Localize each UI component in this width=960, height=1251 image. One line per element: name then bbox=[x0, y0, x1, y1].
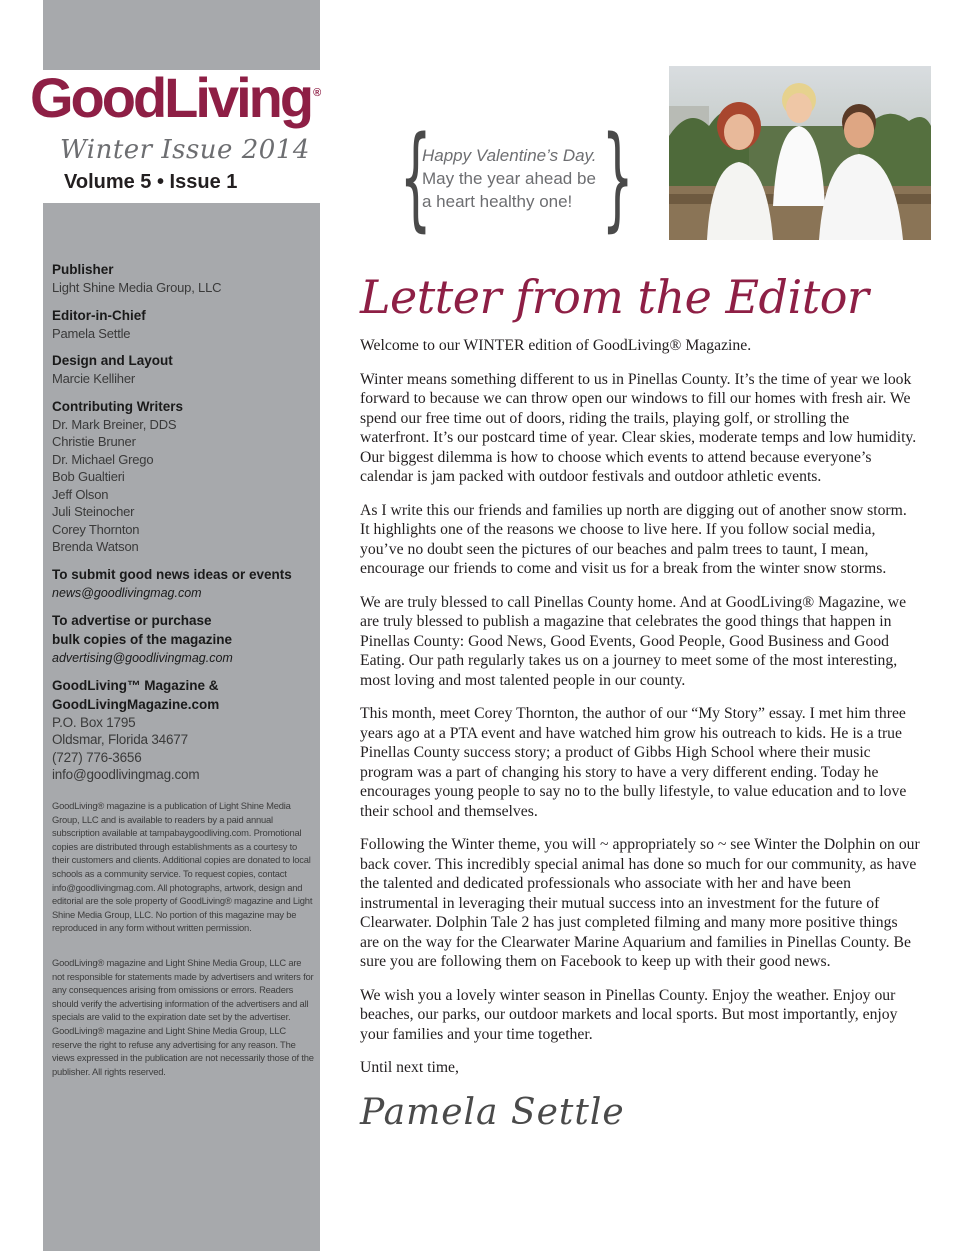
fineprint-publication: GoodLiving® magazine is a publication of Light Shine Media Group, LLC and is available to readers by a paid annual subscription available at tampabaygoodliving.com. Promotional copies are distributed through establishments as a courtesy to their customers and clients. Additional copies are donated to local schools as a community service. To request copies, contact info@goodlivingmag.com. All photographs, artwork, design and editorial are the sole property of GoodLiving® magazine and Light Shine Media Group, LLC. No portion of this magazine may be reproduced in any form without written permission. bbox=[52, 800, 313, 934]
letter-closing: Until next time, bbox=[360, 1059, 459, 1076]
design-name: Marcie Kelliher bbox=[52, 371, 135, 386]
masthead-logo: GoodLiving ® bbox=[30, 66, 322, 129]
quote-brace-left: { bbox=[399, 113, 432, 243]
writer-name: Corey Thornton bbox=[52, 521, 140, 537]
design-group bbox=[52, 351, 314, 388]
sidebar-top-band bbox=[43, 0, 320, 70]
family-photo-image bbox=[669, 66, 931, 240]
letter-paragraph: This month, meet Corey Thornton, the author of our “My Story” essay. I met him three years ago at a PTA event and have watched him grow his outreach to kids. He is a true Pinellas County success story; a product of Gibbs High School where their music program was a part of changing his story to have a very different ending. Today he encourages young people to say no to the bully lifestyle, to value education and to love their school and themselves. bbox=[360, 705, 907, 820]
quote-line-2: May the year ahead be bbox=[422, 169, 596, 188]
advertise-email-link[interactable]: advertising@goodlivingmag.com bbox=[52, 650, 233, 665]
quote-brace-right: } bbox=[601, 113, 634, 243]
fineprint-disclaimer: GoodLiving® magazine and Light Shine Media Group, LLC are not responsible for statements made by advertisers and writers for any consequences arising from omissions or errors. Readers should verify the advertising information of the advertisers and all specials are valid to the expiration date set by the advertiser. GoodLiving® magazine and Light Shine Media Group, LLC reserve the right to refuse any advertising for any reason. The views expressed in the publication are not necessarily those of the publisher. All rights reserved. bbox=[52, 957, 314, 1077]
contact-label: GoodLiving™ Magazine & bbox=[52, 677, 219, 693]
letter-paragraph: We are truly blessed to call Pinellas County home. And at GoodLiving® Magazine, we are truly blessed to publish a magazine that celebrates the good things that happen in Pinellas County: Good News, Good Events, Good People, Good Business and Good Eating. Our path regularly takes us on a journey to meet some of the most interesting, most loving and most talented people in our county. bbox=[360, 593, 907, 689]
writer-name: Juli Steinocher bbox=[52, 504, 135, 519]
valentine-quote bbox=[422, 144, 612, 213]
letter-paragraph: As I write this our friends and families up north are digging out of another snow storm. It highlights one of the reasons we choose to live here. If you follow social media, you’ve no doubt seen the pictures of our beaches and palm trees to taunt, I mean, encourage our friends to come and visit us for a break from the winter snow storms. bbox=[360, 501, 907, 577]
contact-phone: (727) 776-3656 bbox=[52, 749, 142, 765]
editor-group bbox=[52, 306, 314, 343]
writer-name: Jeff Olson bbox=[52, 486, 109, 502]
writers-label: Contributing Writers bbox=[52, 398, 183, 414]
writer-name: Christie Bruner bbox=[52, 434, 136, 449]
editor-signature: Pamela Settle bbox=[360, 1092, 625, 1133]
contact-group bbox=[52, 676, 314, 784]
writers-group bbox=[52, 397, 314, 556]
contact-email-link[interactable]: info@goodlivingmag.com bbox=[52, 767, 200, 782]
letter-body bbox=[360, 336, 920, 1092]
editor-label: Editor-in-Chief bbox=[52, 307, 146, 323]
contact-address: P.O. Box 1795 bbox=[52, 714, 136, 730]
quote-line-1: Happy Valentine’s Day. bbox=[422, 146, 597, 165]
submit-label: To submit good news ideas or events bbox=[52, 566, 292, 582]
publisher-group bbox=[52, 260, 314, 297]
editor-name: Pamela Settle bbox=[52, 325, 131, 341]
writer-name: Dr. Mark Breiner, DDS bbox=[52, 416, 177, 432]
letter-paragraph: Following the Winter theme, you will ~ appropriately so ~ see Winter the Dolphin on our back cover. This incredibly special animal has done so much for our community, as have the talented and dedicated professionals who associate with her and have been instrumental in leveraging their mutual success into an investment for the future of Clearwater. Dolphin Tale 2 has just completed filming and many more positive things are on the way for the Clearwater Marine Aquarium and families in Pinellas County. Be sure you are following them on Facebook to keep up with their good news. bbox=[360, 836, 920, 970]
contact-city: Oldsmar, Florida 34677 bbox=[52, 732, 188, 747]
letter-paragraph: Winter means something different to us in Pinellas County. It’s the time of year we look forward to because we can throw open our windows to fill our homes with fresh air. We spend our free time out of doors, riding the trails, playing golf, or strolling the waterfront. It’s our postcard time of year. Clear skies, moderate temps and low humidity. Our biggest dilemma is how to choose which events to attend because everyone’s calendar is jam packed with outdoor festivals and outdoor athletic events. bbox=[360, 370, 917, 485]
contact-label-2: GoodLivingMagazine.com bbox=[52, 696, 220, 712]
editor-family-photo bbox=[669, 66, 931, 240]
publisher-label: Publisher bbox=[52, 262, 114, 277]
quote-line-3: a heart healthy one! bbox=[422, 192, 573, 211]
letter-heading: Letter from the Editor bbox=[360, 270, 869, 324]
advertise-label-2: bulk copies of the magazine bbox=[52, 631, 233, 647]
advertise-label: To advertise or purchase bbox=[52, 612, 212, 628]
submit-group bbox=[52, 565, 314, 602]
writer-name: Dr. Michael Grego bbox=[52, 451, 154, 467]
publisher-name: Light Shine Media Group, LLC bbox=[52, 280, 222, 295]
staff-listing bbox=[52, 260, 314, 793]
letter-paragraph: We wish you a lovely winter season in Pinellas County. Enjoy the weather. Enjoy our beaches, our parks, our outdoor markets and local sports. But most importantly, enjoy your families and your time together. bbox=[360, 986, 898, 1043]
volume-number: Volume 5 • Issue 1 bbox=[64, 171, 238, 193]
writer-name: Brenda Watson bbox=[52, 539, 139, 554]
submit-email-link[interactable]: news@goodlivingmag.com bbox=[52, 585, 202, 600]
writer-name: Bob Gualtieri bbox=[52, 469, 125, 484]
issue-title: Winter Issue 2014 bbox=[60, 135, 310, 165]
letter-welcome: Welcome to our WINTER edition of GoodLiving® Magazine. bbox=[360, 337, 752, 354]
design-label: Design and Layout bbox=[52, 353, 173, 368]
advertise-group bbox=[52, 611, 314, 667]
